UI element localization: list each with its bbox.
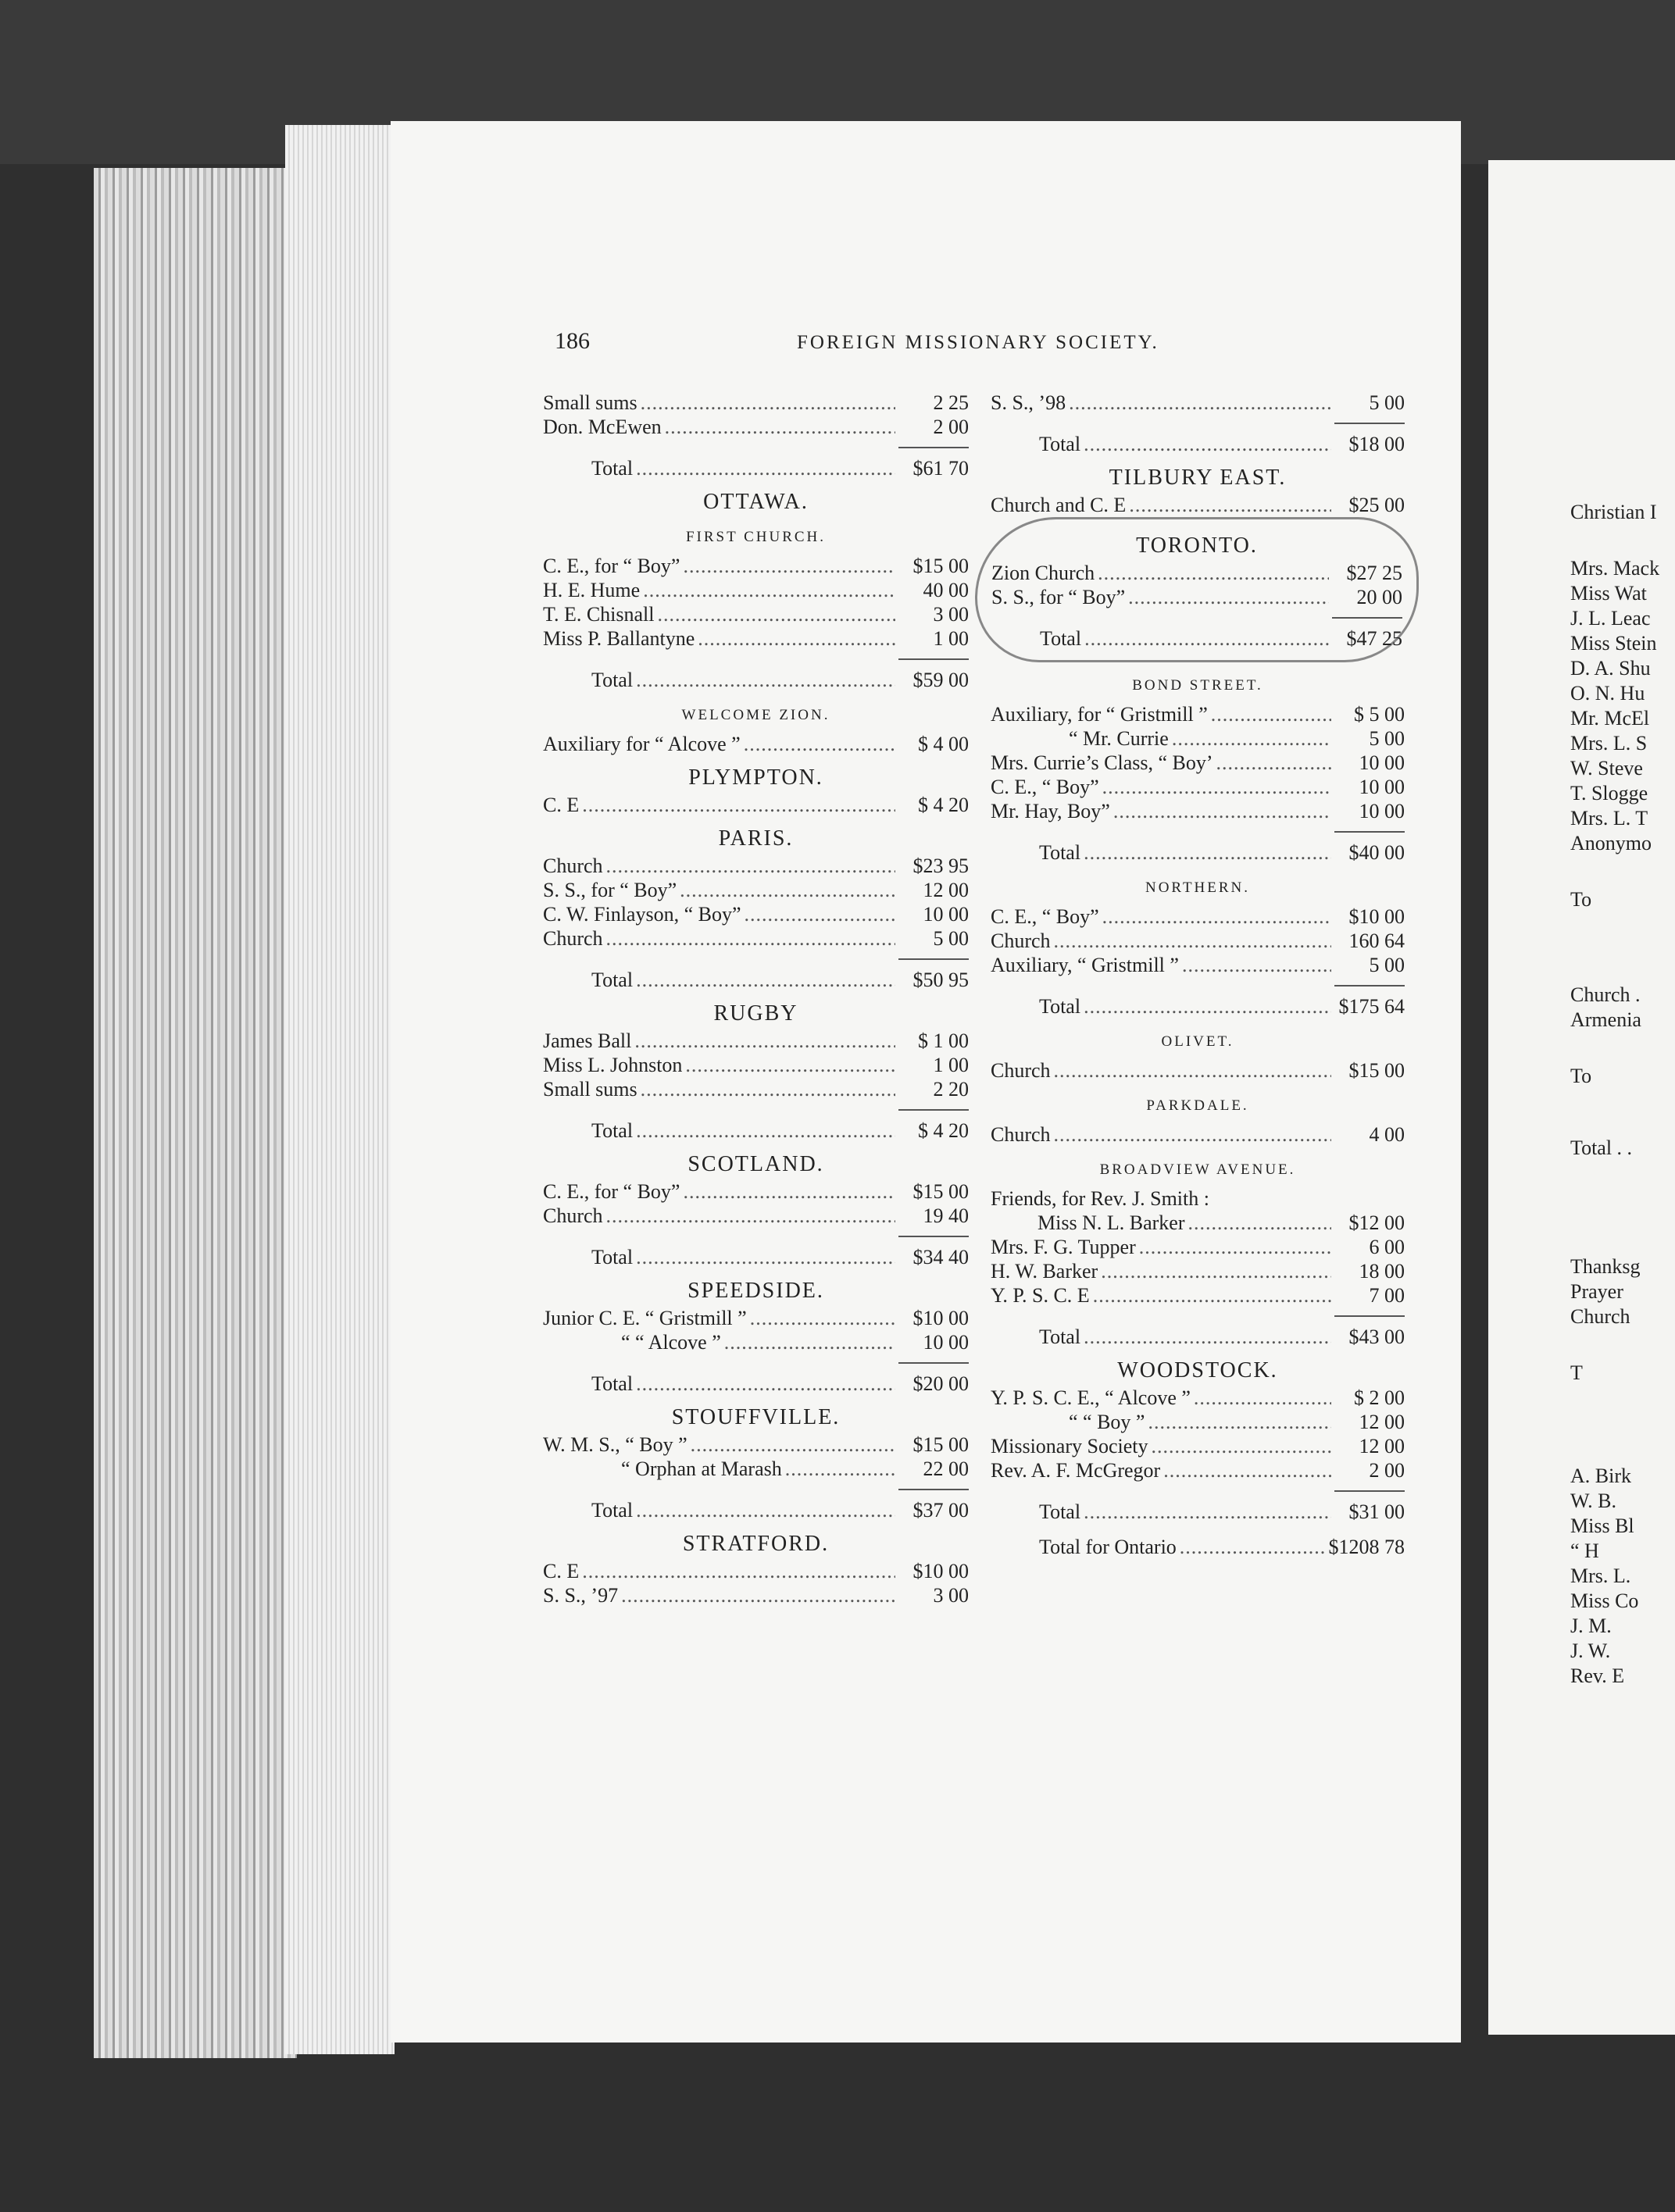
section-heading-toronto: TORONTO. [1136, 533, 1258, 558]
list-item: Church and C. E ..... $25 00 [991, 493, 1405, 517]
right-page-fragment: Mrs. L. S [1570, 732, 1648, 755]
subheading-broadview-avenue: BROADVIEW AVENUE. [1099, 1161, 1296, 1178]
list-item: C. W. Finlayson, “ Boy” ..... 10 00 [543, 902, 969, 926]
total-row: Total ..... $ 4 20 [543, 1108, 969, 1143]
section-heading-speedside: SPEEDSIDE. [688, 1279, 824, 1303]
list-item: C. E., for “ Boy” ..... $15 00 [543, 1179, 969, 1204]
right-page-fragment: A. Birk [1570, 1465, 1631, 1487]
right-page-fragment: Total . . [1570, 1136, 1633, 1159]
grand-total-row: Total for Ontario ..... $1208 78 [991, 1535, 1405, 1559]
list-item: Miss L. Johnston ..... 1 00 [543, 1053, 969, 1077]
section-heading-woodstock: WOODSTOCK. [1117, 1358, 1278, 1382]
total-row: Total ..... $175 64 [991, 983, 1405, 1019]
right-page-fragment: Anonymo [1570, 832, 1652, 854]
list-item: Mrs. Currie’s Class, “ Boy’ ..... 10 00 [991, 751, 1405, 775]
list-item: Auxiliary, for “ Gristmill ” ..... $ 5 00 [991, 702, 1405, 726]
list-item: Mr. Hay, Boy” ..... 10 00 [991, 799, 1405, 823]
right-page-fragment: D. A. Shu [1570, 657, 1651, 680]
total-row: Total ..... $31 00 [991, 1489, 1405, 1524]
page-stack [285, 125, 395, 2054]
list-item: Mrs. F. G. Tupper ..... 6 00 [991, 1235, 1405, 1259]
right-page-fragment: Mrs. Mack [1570, 557, 1660, 580]
total-row: Total ..... $37 00 [543, 1487, 969, 1522]
list-item: Church ..... 5 00 [543, 926, 969, 951]
book-edge [94, 168, 297, 2058]
list-item: Y. P. S. C. E., “ Alcove ” ..... $ 2 00 [991, 1386, 1405, 1410]
list-item: T. E. Chisnall ..... 3 00 [543, 602, 969, 626]
right-page-fragment: T [1570, 1361, 1583, 1384]
right-page-fragment: Mrs. L. T [1570, 807, 1648, 830]
list-item: S. S., for “ Boy” ..... 12 00 [543, 878, 969, 902]
right-page-fragment: Rev. E [1570, 1664, 1625, 1687]
list-item: S. S., ’98 ..... 5 00 [991, 391, 1405, 415]
list-item: Friends, for Rev. J. Smith : [991, 1187, 1209, 1210]
left-column [543, 391, 969, 1607]
list-item: “ Mr. Currie ..... 5 00 [991, 726, 1405, 751]
list-item: Junior C. E. “ Gristmill ” ..... $10 00 [543, 1306, 969, 1330]
list-item: Church ..... 19 40 [543, 1204, 969, 1228]
section-heading-stouffville: STOUFFVILLE. [671, 1405, 841, 1429]
list-item: “ “ Boy ” ..... 12 00 [991, 1410, 1405, 1434]
list-item: Church ..... $23 95 [543, 854, 969, 878]
total-row: Total ..... $59 00 [543, 657, 969, 692]
list-item: Don. McEwen ..... 2 00 [543, 415, 969, 439]
right-page-fragment: W. Steve [1570, 757, 1643, 780]
right-page-fragment: Church [1570, 1305, 1630, 1328]
list-item: C. E ..... $ 4 20 [543, 793, 969, 817]
right-page-fragment: Mr. McEl [1570, 707, 1650, 730]
list-item: Small sums ..... 2 25 [543, 391, 969, 415]
circled-toronto-entry [975, 517, 1419, 662]
list-item: Auxiliary for “ Alcove ” ..... $ 4 00 [543, 732, 969, 756]
right-page-fragment: J. M. [1570, 1614, 1612, 1637]
right-page-fragment: Mrs. L. [1570, 1564, 1631, 1587]
list-item: Church ..... 4 00 [991, 1122, 1405, 1147]
list-item: Missionary Society ..... 12 00 [991, 1434, 1405, 1458]
list-item: Small sums ..... 2 20 [543, 1077, 969, 1101]
running-head: FOREIGN MISSIONARY SOCIETY. [797, 332, 1159, 353]
page-header [555, 328, 1203, 367]
right-page-fragment: Church . [1570, 983, 1641, 1006]
right-page-fragment: W. B. [1570, 1490, 1616, 1512]
right-page-fragment: J. L. Leac [1570, 607, 1651, 630]
list-item: S. S., for “ Boy” ..... 20 00 [991, 585, 1402, 609]
subheading-northern: NORTHERN. [1145, 879, 1251, 896]
list-item: C. E ..... $10 00 [543, 1559, 969, 1583]
right-page-fragment: To [1570, 888, 1592, 911]
total-row: Total ..... $47 25 [991, 615, 1402, 651]
right-page-fragment: Miss Bl [1570, 1515, 1634, 1537]
right-page-fragment: Miss Stein [1570, 632, 1657, 655]
section-heading-scotland: SCOTLAND. [688, 1152, 824, 1176]
list-item: C. E., for “ Boy” ..... $15 00 [543, 554, 969, 578]
subheading-first-church: FIRST CHURCH. [685, 529, 827, 545]
list-item: S. S., ’97 ..... 3 00 [543, 1583, 969, 1607]
section-heading-ottawa: OTTAWA. [703, 490, 809, 514]
right-page-fragment: Miss Wat [1570, 582, 1647, 605]
list-item: H. W. Barker ..... 18 00 [991, 1259, 1405, 1283]
right-column [991, 391, 1405, 1559]
subheading-parkdale: PARKDALE. [1146, 1097, 1249, 1114]
section-heading-plympton: PLYMPTON. [688, 765, 823, 790]
total-row: Total ..... $43 00 [991, 1314, 1405, 1349]
section-heading-rugby: RUGBY [713, 1001, 798, 1026]
list-item: Rev. A. F. McGregor ..... 2 00 [991, 1458, 1405, 1482]
right-page-fragment: Thanksg [1570, 1255, 1641, 1278]
list-item: Miss P. Ballantyne ..... 1 00 [543, 626, 969, 651]
total-row: Total ..... $50 95 [543, 957, 969, 992]
page-number: 186 [555, 328, 590, 354]
subheading-bond-street: BOND STREET. [1132, 677, 1263, 694]
section-heading-paris: PARIS. [718, 826, 794, 851]
section-heading-stratford: STRATFORD. [682, 1532, 830, 1556]
total-row: Total ..... $34 40 [543, 1234, 969, 1269]
list-item: James Ball ..... $ 1 00 [543, 1029, 969, 1053]
total-row: Total ..... $20 00 [543, 1361, 969, 1396]
list-item: Y. P. S. C. E ..... 7 00 [991, 1283, 1405, 1308]
right-page-fragment: T. Slogge [1570, 782, 1648, 805]
list-item: C. E., “ Boy” ..... 10 00 [991, 775, 1405, 799]
right-page-fragment: O. N. Hu [1570, 682, 1645, 705]
list-item: Zion Church ..... $27 25 [991, 561, 1402, 585]
list-item: Church ..... $15 00 [991, 1058, 1405, 1083]
total-row: Total ..... $18 00 [991, 421, 1405, 456]
right-page-fragment: Miss Co [1570, 1589, 1639, 1612]
total-row: Total ..... $40 00 [991, 830, 1405, 865]
list-item: W. M. S., “ Boy ” ..... $15 00 [543, 1432, 969, 1457]
total-row: Total ..... $61 70 [543, 445, 969, 480]
list-item: Church ..... 160 64 [991, 929, 1405, 953]
section-heading-tilbury-east: TILBURY EAST. [1109, 466, 1287, 490]
list-item: C. E., “ Boy” ..... $10 00 [991, 904, 1405, 929]
right-page-fragment: Prayer [1570, 1280, 1623, 1303]
list-item: Auxiliary, “ Gristmill ” ..... 5 00 [991, 953, 1405, 977]
right-page-fragment: Christian I [1570, 501, 1657, 523]
right-page-fragment: Armenia [1570, 1008, 1641, 1031]
list-item: “ “ Alcove ” ..... 10 00 [543, 1330, 969, 1354]
list-item: “ Orphan at Marash ..... 22 00 [543, 1457, 969, 1481]
subheading-welcome-zion: WELCOME ZION. [681, 707, 830, 723]
right-page-fragment: To [1570, 1065, 1592, 1087]
right-page-fragment: J. W. [1570, 1639, 1611, 1662]
list-item: H. E. Hume ..... 40 00 [543, 578, 969, 602]
subheading-olivet: OLIVET. [1161, 1033, 1234, 1050]
list-item: Miss N. L. Barker ..... $12 00 [991, 1211, 1405, 1235]
right-page-fragment: “ H [1570, 1539, 1599, 1562]
right-page-fragments [1570, 500, 1675, 1689]
